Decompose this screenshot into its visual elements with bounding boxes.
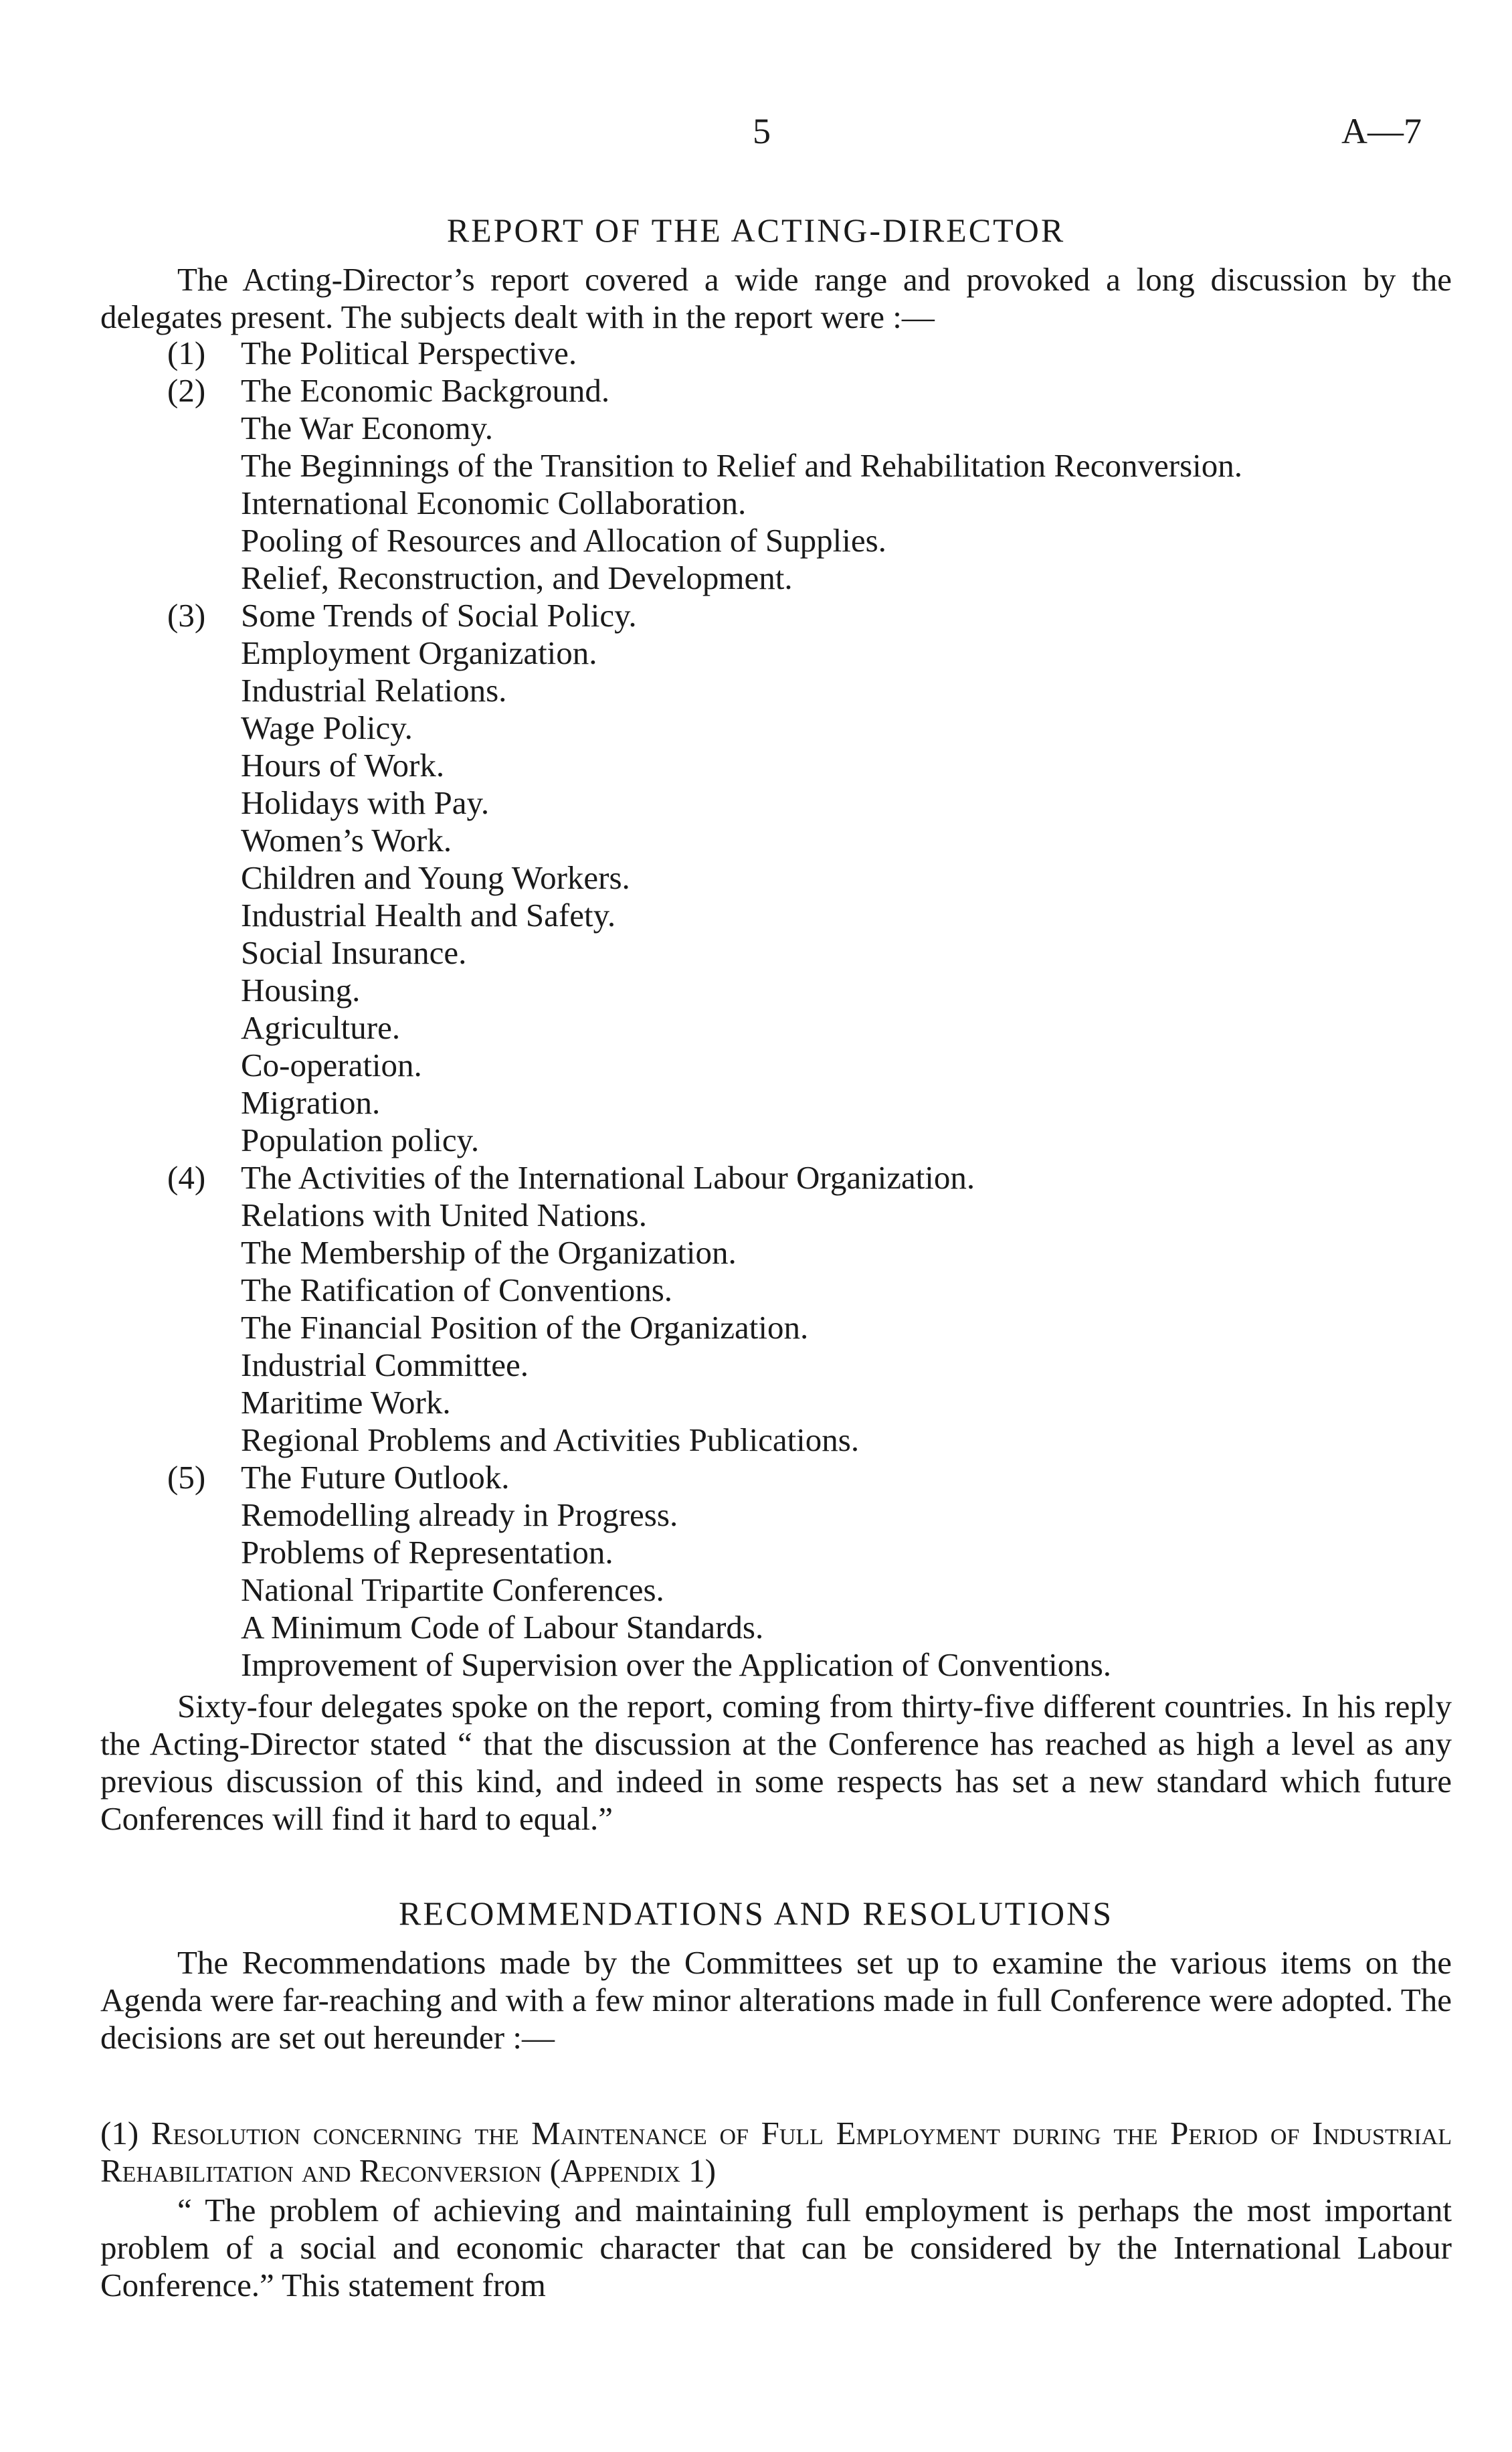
- section-subitem: Pooling of Resources and Allocation of Supplies.: [241, 522, 886, 559]
- resolution-text-body: “ The problem of achieving and maintaining full employment is perhaps the most important problem of a social and economic character that can be considered by the International Labour Conference.” This statement from: [100, 2192, 1452, 2303]
- section-title: The Political Perspective.: [241, 335, 577, 371]
- section-subitem: The War Economy.: [241, 410, 494, 446]
- section-subitem: Population policy.: [241, 1122, 480, 1158]
- section-subitem: Regional Problems and Activities Publications.: [241, 1421, 860, 1458]
- section-number: (3): [167, 597, 206, 634]
- resolution-text: [100, 2192, 1452, 2304]
- section-subitem: Co-operation.: [241, 1047, 422, 1083]
- resolution-title: [100, 2115, 1452, 2190]
- resolution-title-text: (1) Resolution concerning the Maintenance of Full Employment during the Period of Industrial Rehabilitation and Reconversion (Appendix 1): [100, 2115, 1452, 2189]
- section-subitem: Problems of Representation.: [241, 1534, 613, 1571]
- recommendations-intro: [100, 1944, 1452, 2056]
- section-number: (1): [167, 335, 206, 371]
- section-title: The Economic Background.: [241, 372, 610, 409]
- page-reference: A—7: [1341, 111, 1422, 151]
- section-number: (5): [167, 1459, 206, 1496]
- report-closing-text: Sixty-four delegates spoke on the report, coming from thirty-five different countries. In his reply the Acting-Director stated “ that the discussion at the Conference has reached as high a level as any previous discussion of this kind, and indeed in some respects has set a new standard which future Conferences will find it hard to equal.”: [100, 1688, 1452, 1837]
- section-subitem: Employment Organization.: [241, 634, 597, 671]
- report-heading: REPORT OF THE ACTING-DIRECTOR: [446, 211, 1066, 249]
- section-subitem: Industrial Health and Safety.: [241, 897, 616, 934]
- report-intro: [100, 261, 1452, 336]
- section-subitem: Women’s Work.: [241, 822, 452, 859]
- section-subitem: Wage Policy.: [241, 709, 413, 746]
- section-subitem: Improvement of Supervision over the Application of Conventions.: [241, 1646, 1112, 1683]
- section-subitem: A Minimum Code of Labour Standards.: [241, 1609, 764, 1646]
- section-subitem: Industrial Relations.: [241, 672, 507, 709]
- section-title: The Activities of the International Labour Organization.: [241, 1159, 975, 1196]
- section-subitem: Housing.: [241, 972, 361, 1009]
- section-title: Some Trends of Social Policy.: [241, 597, 637, 634]
- section-subitem: The Membership of the Organization.: [241, 1234, 737, 1271]
- section-subitem: Industrial Committee.: [241, 1346, 529, 1383]
- page-number: 5: [753, 111, 771, 151]
- section-subitem: Remodelling already in Progress.: [241, 1496, 678, 1533]
- section-subitem: International Economic Collaboration.: [241, 485, 747, 521]
- section-subitem: Maritime Work.: [241, 1384, 451, 1421]
- recommendations-heading: RECOMMENDATIONS AND RESOLUTIONS: [398, 1895, 1114, 1932]
- section-subitem: The Financial Position of the Organization.: [241, 1309, 809, 1346]
- section-subitem: Relations with United Nations.: [241, 1197, 647, 1233]
- recommendations-intro-text: The Recommendations made by the Committees set up to examine the various items on the Agenda were far-reaching and with a few minor alterations made in full Conference were adopted. The decisions are set out hereunder :—: [100, 1944, 1452, 2056]
- section-subitem: Social Insurance.: [241, 934, 467, 971]
- section-subitem: National Tripartite Conferences.: [241, 1571, 664, 1608]
- report-intro-text: The Acting-Director’s report covered a wide range and provoked a long discussion by the delegates present. The subjects dealt with in the report were :—: [100, 261, 1452, 335]
- section-subitem: Children and Young Workers.: [241, 859, 630, 896]
- section-subitem: Relief, Reconstruction, and Development.: [241, 559, 793, 596]
- section-subitem: Holidays with Pay.: [241, 784, 490, 821]
- section-number: (2): [167, 372, 206, 409]
- section-number: (4): [167, 1159, 206, 1196]
- report-closing: [100, 1688, 1452, 1838]
- section-subitem: Hours of Work.: [241, 747, 445, 784]
- section-title: The Future Outlook.: [241, 1459, 510, 1496]
- section-subitem: Migration.: [241, 1084, 381, 1121]
- section-subitem: Agriculture.: [241, 1009, 401, 1046]
- section-subitem: The Ratification of Conventions.: [241, 1272, 673, 1308]
- section-subitem: The Beginnings of the Transition to Relief and Rehabilitation Reconversion.: [241, 447, 1243, 484]
